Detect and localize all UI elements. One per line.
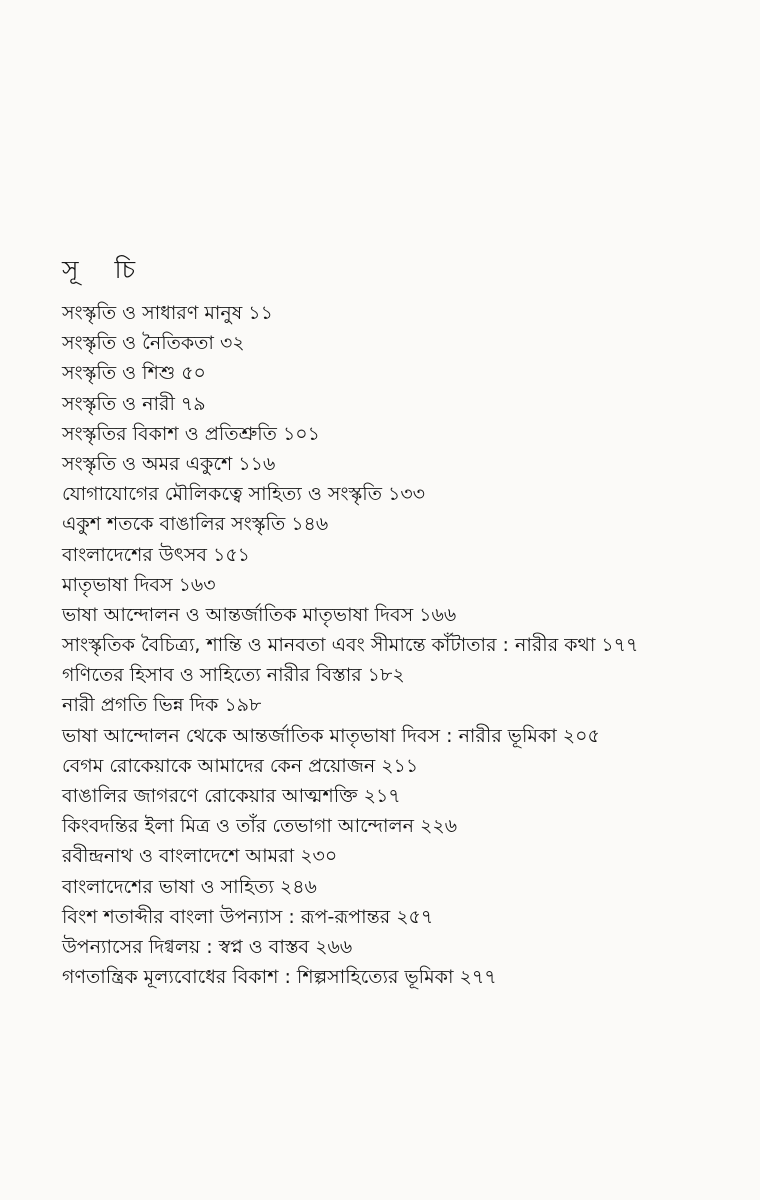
toc-entry-title: সংস্কৃতি ও শিশু [62,362,176,385]
toc-entry [62,811,752,841]
toc-entry-title: একুশ শতকে বাঙালির সংস্কৃতি [62,513,286,536]
toc-entry-page: ২৬৬ [315,935,353,958]
toc-entry [62,932,752,962]
toc-entry-page: ১৬৬ [419,603,457,626]
toc-entry [62,570,752,600]
toc-entry-title: ভাষা আন্দোলন ও আন্তর্জাতিক মাতৃভাষা দিবস [62,603,414,626]
toc-entry-page: ১৭৭ [601,634,639,657]
toc-entry-page: ১৩৩ [387,483,426,506]
toc-entry [62,600,752,630]
toc-entry-title: মাতৃভাষা দিবস [62,573,173,596]
toc-entry [62,872,752,902]
toc-entry-title: কিংবদন্তির ইলা মিত্র ও তাঁর তেভাগা আন্দোলন [62,815,415,838]
toc-entry-title: সাংস্কৃতিক বৈচিত্র্য, শান্তি ও মানবতা এবং সীমান্তে কাঁটাতার : নারীর কথা [62,634,596,657]
toc-entry-title: সংস্কৃতি ও সাধারণ মানুষ [62,302,243,324]
toc-entry [62,389,752,419]
toc-entry-title: উপন্যাসের দিগ্বলয় : স্বপ্ন ও বাস্তব [62,935,310,958]
toc-entry [62,358,752,388]
toc-entry-title: সংস্কৃতি ও অমর একুশে [62,452,233,475]
toc-entry-page: ১১৬ [238,452,276,475]
toc-entry-title: নারী প্রগতি ভিন্ন দিক [62,694,219,717]
toc-entry [62,690,752,720]
toc-entry-page: ২৫৭ [396,905,434,928]
toc-entry [62,962,752,992]
toc-entry-title: সংস্কৃতির বিকাশ ও প্রতিশ্রুতি [62,422,277,445]
toc-entry [62,509,752,539]
toc-entry-page: ১০১ [282,422,320,445]
toc-entry [62,721,752,751]
table-of-contents [62,298,752,992]
toc-entry-title: বেগম রোকেয়াকে আমাদের কেন প্রয়োজন [62,754,376,777]
toc-entry-page: ২৪৬ [279,875,317,898]
toc-entry [62,660,752,690]
toc-entry [62,841,752,871]
toc-entry-title: রবীন্দ্রনাথ ও বাংলাদেশে আমরা [62,845,295,868]
toc-entry-title: ভাষা আন্দোলন থেকে আন্তর্জাতিক মাতৃভাষা দিবস : নারীর ভূমিকা [62,724,557,747]
toc-entry-title: সংস্কৃতি ও নারী [62,392,175,415]
toc-entry-page: ২০৫ [562,724,600,747]
toc-entry-page: ২৭৭ [459,966,497,989]
toc-entry-page: ১১ [248,302,273,324]
toc-entry-page: ৭৯ [180,392,206,415]
toc-entry-title: গণতান্ত্রিক মূল্যবোধের বিকাশ : শিল্পসাহিত্যের ভূমিকা [62,966,454,989]
toc-entry [62,298,752,328]
toc-entry-title: বাংলাদেশের ভাষা ও সাহিত্য [62,875,274,898]
toc-entry-page: ২১৭ [363,785,401,807]
contents-heading: সূ চি [62,255,150,284]
toc-entry-page: ১৪৬ [291,513,329,536]
toc-entry [62,630,752,660]
toc-entry [62,751,752,781]
toc-entry-page: ২১১ [381,754,419,777]
toc-entry-title: গণিতের হিসাব ও সাহিত্যে নারীর বিস্তার [62,664,362,687]
toc-entry-page: ২৩০ [300,845,338,868]
toc-entry-page: ১৬৩ [178,573,216,596]
toc-entry [62,902,752,932]
toc-entry-title: বাংলাদেশের উৎসব [62,543,207,566]
toc-entry-page: ৩২ [219,332,245,355]
toc-entry [62,540,752,570]
toc-entry-title: বাঙালির জাগরণে রোকেয়ার আত্মশক্তি [62,785,358,807]
toc-entry-page: ১৫১ [213,543,250,566]
toc-entry-title: যোগাযোগের মৌলিকত্বে সাহিত্য ও সংস্কৃতি [62,483,382,506]
toc-entry-title: সংস্কৃতি ও নৈতিকতা [62,332,214,355]
toc-entry-title: বিংশ শতাব্দীর বাংলা উপন্যাস : রূপ-রূপান্তর [62,905,391,928]
toc-entry-page: ১৯৮ [224,694,262,717]
toc-entry-page: ৫০ [181,362,206,385]
toc-entry [62,479,752,509]
toc-entry [62,449,752,479]
toc-entry [62,781,752,811]
toc-entry-page: ১৮২ [367,664,405,687]
toc-entry [62,419,752,449]
toc-entry-page: ২২৬ [420,815,458,838]
toc-entry [62,328,752,358]
